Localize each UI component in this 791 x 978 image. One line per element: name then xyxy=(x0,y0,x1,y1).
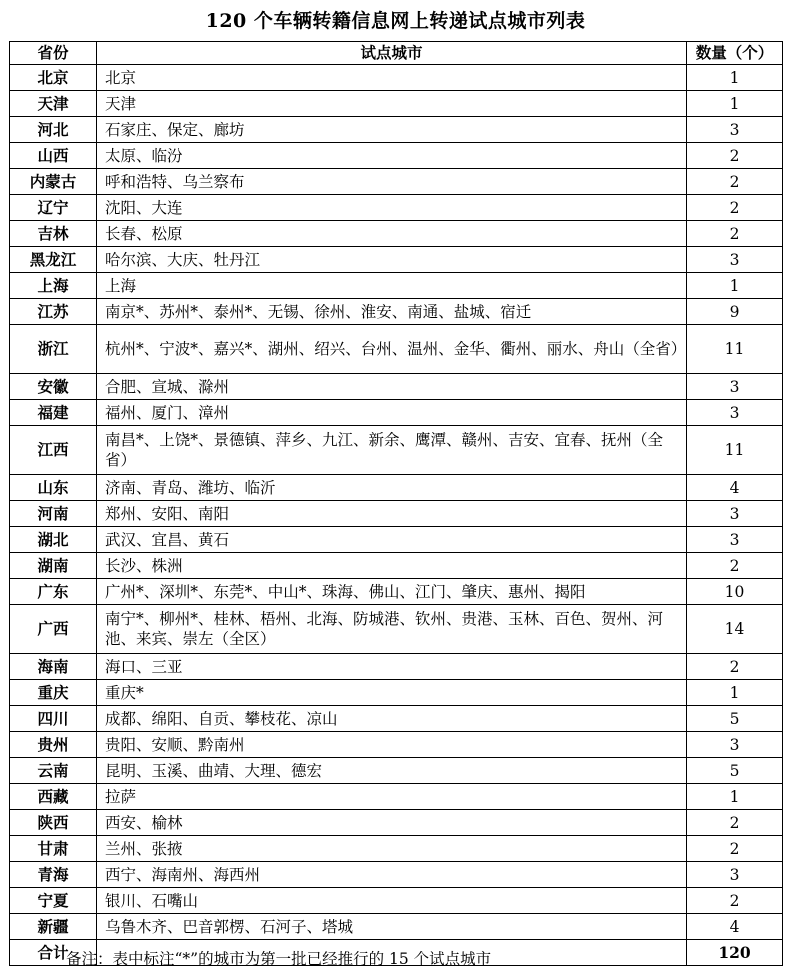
count-cell: 5 xyxy=(687,706,783,732)
table-row xyxy=(10,654,783,680)
count-cell: 1 xyxy=(687,680,783,706)
footnote: 备注：表中标注“*”的城市为第一批已经推行的 15 个试点城市 xyxy=(66,950,492,968)
cities-cell: 南宁*、柳州*、桂林、梧州、北海、防城港、钦州、贵港、玉林、百色、贺州、河池、来宾、崇左（全区） xyxy=(97,605,687,654)
cities-cell: 广州*、深圳*、东莞*、中山*、珠海、佛山、江门、肇庆、惠州、揭阳 xyxy=(97,579,687,605)
count-cell: 3 xyxy=(687,400,783,426)
province-cell: 吉林 xyxy=(10,221,97,247)
table-row xyxy=(10,299,783,325)
province-cell: 江苏 xyxy=(10,299,97,325)
count-cell: 1 xyxy=(687,91,783,117)
table-row xyxy=(10,400,783,426)
cities-cell: 太原、临汾 xyxy=(97,143,687,169)
count-cell: 5 xyxy=(687,758,783,784)
table-row xyxy=(10,810,783,836)
cities-cell: 济南、青岛、潍坊、临沂 xyxy=(97,475,687,501)
province-cell: 内蒙古 xyxy=(10,169,97,195)
province-cell: 新疆 xyxy=(10,914,97,940)
total-label: 合计 xyxy=(10,940,97,966)
count-cell: 14 xyxy=(687,605,783,654)
count-cell: 11 xyxy=(687,325,783,374)
count-cell: 3 xyxy=(687,527,783,553)
total-count: 120 xyxy=(687,940,783,966)
count-cell: 2 xyxy=(687,888,783,914)
count-cell: 2 xyxy=(687,553,783,579)
table-row xyxy=(10,221,783,247)
province-cell: 重庆 xyxy=(10,680,97,706)
province-cell: 山东 xyxy=(10,475,97,501)
cities-cell: 银川、石嘴山 xyxy=(97,888,687,914)
cities-cell: 重庆* xyxy=(97,680,687,706)
count-cell: 3 xyxy=(687,501,783,527)
table-row xyxy=(10,680,783,706)
table-row xyxy=(10,65,783,91)
province-cell: 湖南 xyxy=(10,553,97,579)
table-row xyxy=(10,527,783,553)
table-row xyxy=(10,374,783,400)
province-cell: 西藏 xyxy=(10,784,97,810)
count-cell: 2 xyxy=(687,195,783,221)
table-row xyxy=(10,501,783,527)
province-cell: 福建 xyxy=(10,400,97,426)
province-cell: 河北 xyxy=(10,117,97,143)
cities-cell: 杭州*、宁波*、嘉兴*、湖州、绍兴、台州、温州、金华、衢州、丽水、舟山（全省） xyxy=(97,325,687,374)
cities-cell: 南昌*、上饶*、景德镇、萍乡、九江、新余、鹰潭、赣州、吉安、宜春、抚州（全省） xyxy=(97,426,687,475)
province-cell: 海南 xyxy=(10,654,97,680)
cities-cell: 北京 xyxy=(97,65,687,91)
table-row xyxy=(10,914,783,940)
header-cities: 试点城市 xyxy=(97,42,687,65)
header-count: 数量（个） xyxy=(687,42,783,65)
cities-cell: 贵阳、安顺、黔南州 xyxy=(97,732,687,758)
cities-cell: 上海 xyxy=(97,273,687,299)
count-cell: 2 xyxy=(687,169,783,195)
table-row xyxy=(10,475,783,501)
province-cell: 北京 xyxy=(10,65,97,91)
cities-cell: 武汉、宜昌、黄石 xyxy=(97,527,687,553)
table-row xyxy=(10,553,783,579)
cities-cell: 长沙、株洲 xyxy=(97,553,687,579)
cities-cell: 西安、榆林 xyxy=(97,810,687,836)
province-cell: 江西 xyxy=(10,426,97,475)
count-cell: 2 xyxy=(687,221,783,247)
count-cell: 1 xyxy=(687,273,783,299)
count-cell: 11 xyxy=(687,426,783,475)
province-cell: 贵州 xyxy=(10,732,97,758)
table-row xyxy=(10,195,783,221)
province-cell: 广东 xyxy=(10,579,97,605)
table-row xyxy=(10,117,783,143)
table-row xyxy=(10,706,783,732)
province-cell: 黑龙江 xyxy=(10,247,97,273)
province-cell: 甘肃 xyxy=(10,836,97,862)
cities-cell: 拉萨 xyxy=(97,784,687,810)
table-header-row xyxy=(10,42,783,65)
count-cell: 2 xyxy=(687,836,783,862)
table-row xyxy=(10,273,783,299)
cities-cell: 合肥、宣城、滁州 xyxy=(97,374,687,400)
cities-cell: 哈尔滨、大庆、牡丹江 xyxy=(97,247,687,273)
cities-cell: 福州、厦门、漳州 xyxy=(97,400,687,426)
table-body xyxy=(10,65,783,966)
province-cell: 河南 xyxy=(10,501,97,527)
table-row xyxy=(10,325,783,374)
table-row xyxy=(10,579,783,605)
cities-cell: 呼和浩特、乌兰察布 xyxy=(97,169,687,195)
province-cell: 辽宁 xyxy=(10,195,97,221)
header-province: 省份 xyxy=(10,42,97,65)
count-cell: 1 xyxy=(687,784,783,810)
cities-cell: 成都、绵阳、自贡、攀枝花、凉山 xyxy=(97,706,687,732)
count-cell: 4 xyxy=(687,914,783,940)
count-cell: 3 xyxy=(687,374,783,400)
province-cell: 陕西 xyxy=(10,810,97,836)
table-row xyxy=(10,426,783,475)
province-cell: 安徽 xyxy=(10,374,97,400)
province-cell: 云南 xyxy=(10,758,97,784)
count-cell: 2 xyxy=(687,654,783,680)
table-row xyxy=(10,888,783,914)
count-cell: 2 xyxy=(687,810,783,836)
table-row xyxy=(10,836,783,862)
cities-cell: 长春、松原 xyxy=(97,221,687,247)
table-row xyxy=(10,732,783,758)
province-cell: 上海 xyxy=(10,273,97,299)
cities-cell: 南京*、苏州*、泰州*、无锡、徐州、淮安、南通、盐城、宿迁 xyxy=(97,299,687,325)
province-cell: 四川 xyxy=(10,706,97,732)
province-cell: 青海 xyxy=(10,862,97,888)
province-cell: 湖北 xyxy=(10,527,97,553)
table-row xyxy=(10,605,783,654)
table-row xyxy=(10,758,783,784)
cities-cell: 昆明、玉溪、曲靖、大理、德宏 xyxy=(97,758,687,784)
table-row xyxy=(10,784,783,810)
cities-cell: 石家庄、保定、廊坊 xyxy=(97,117,687,143)
province-cell: 天津 xyxy=(10,91,97,117)
count-cell: 3 xyxy=(687,862,783,888)
province-cell: 广西 xyxy=(10,605,97,654)
count-cell: 3 xyxy=(687,117,783,143)
cities-cell: 沈阳、大连 xyxy=(97,195,687,221)
table-row xyxy=(10,862,783,888)
table-row xyxy=(10,91,783,117)
cities-cell: 乌鲁木齐、巴音郭楞、石河子、塔城 xyxy=(97,914,687,940)
table-row xyxy=(10,247,783,273)
cities-cell: 天津 xyxy=(97,91,687,117)
cities-cell: 兰州、张掖 xyxy=(97,836,687,862)
province-cell: 浙江 xyxy=(10,325,97,374)
cities-cell: 海口、三亚 xyxy=(97,654,687,680)
page-title: 120 个车辆转籍信息网上转递试点城市列表 xyxy=(205,10,586,32)
table-row xyxy=(10,143,783,169)
cities-cell: 郑州、安阳、南阳 xyxy=(97,501,687,527)
count-cell: 10 xyxy=(687,579,783,605)
province-cell: 宁夏 xyxy=(10,888,97,914)
count-cell: 2 xyxy=(687,143,783,169)
count-cell: 4 xyxy=(687,475,783,501)
count-cell: 3 xyxy=(687,247,783,273)
province-cell: 山西 xyxy=(10,143,97,169)
count-cell: 9 xyxy=(687,299,783,325)
count-cell: 1 xyxy=(687,65,783,91)
cities-cell: 西宁、海南州、海西州 xyxy=(97,862,687,888)
table-row xyxy=(10,169,783,195)
pilot-cities-table xyxy=(9,41,783,966)
count-cell: 3 xyxy=(687,732,783,758)
